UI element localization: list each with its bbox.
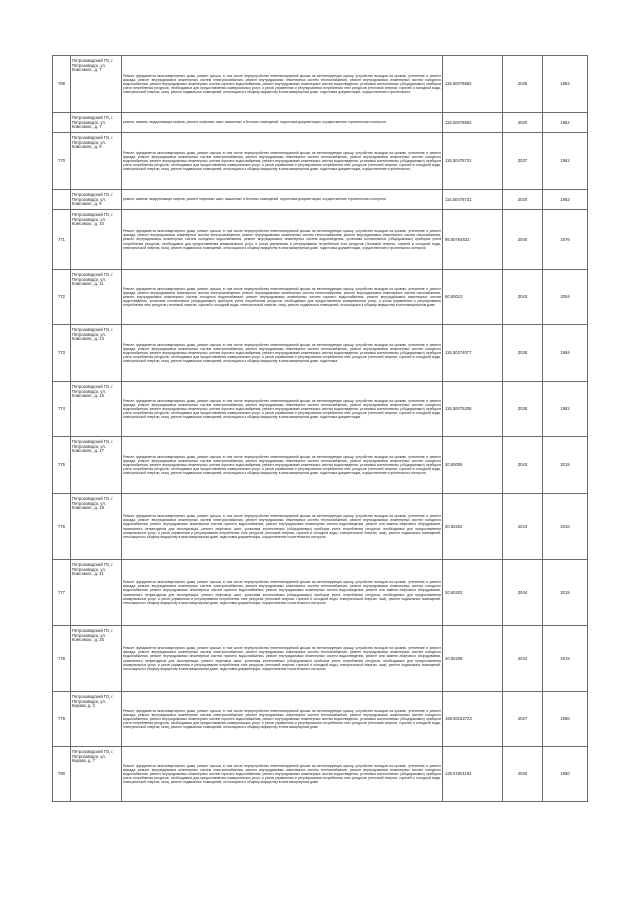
row-year-built: 2015 [543, 437, 588, 494]
row-year-built: 2016 [543, 494, 588, 560]
row-number: 775 [53, 437, 71, 494]
row-code: 135.51901182 [443, 747, 503, 802]
row-number: 772 [53, 270, 71, 325]
table-row [53, 56, 588, 113]
row-code: 115.50478731 [443, 190, 503, 210]
table-row [53, 560, 588, 626]
row-number: 770 [53, 133, 71, 190]
row-works: Ремонт фундамента многоквартирного дома, ремонт крыши, в том числе переустройство невентилируемой крыши на вентилируемую крышу, устройство выходов на кровлю, утепление и ремонт фасада, ремонт внутридомовых инженерных систем электроснабжения, ремонт внутридомовых инженерных систем теплоснабжения, ремонт внутридомовых инженерных систем холодного водоснабжения, ремонт внутридомовых инженерных систем горячего водоснабжения, ремонт внутридомовых инженерных систем водоотведения, установка коллективных (общедомовых) приборов учета потребления ресурсов, необходимых для предоставления коммунальных услуг, и узлов управления и регулирования потребления этих ресурсов (тепловой энергии, горячей и холодной воды, электрической энергии, газа), ремонт подвальных помещений, относящихся к общему имуществу в многоквартирном доме [122, 747, 443, 802]
row-number: 771 [53, 210, 71, 270]
row-address: Петрозаводский ГО, г. Петрозаводск, ул. Комсомол., д. 9 [71, 190, 122, 210]
row-number: 774 [53, 382, 71, 437]
row-code: 95.50764633 [443, 210, 503, 270]
row-address: Петрозаводский ГО, г. Петрозаводск, ул. Комсомол., д. 7 [71, 113, 122, 133]
row-number: 778 [53, 626, 71, 692]
row-works: Ремонт фундамента многоквартирного дома, ремонт крыши, в том числе переустройство невентилируемой крыши на вентилируемую крышу, устройство выходов на кровлю, утепление и ремонт фасада, ремонт внутридомовых инженерных систем электроснабжения, ремонт внутридомовых инженерных систем теплоснабжения, ремонт внутридомовых инженерных систем холодного водоснабжения, ремонт внутридомовых инженерных систем горячего водоснабжения, ремонт внутридомовых инженерных систем водоотведения, установка коллективных (общедомовых) приборов учета потребления ресурсов, необходимых для предоставления коммунальных услуг, и узлов управления и регулирования потребления этих ресурсов (тепловой энергии, горячей и холодной воды, электрической энергии, газа), ремонт подвальных помещений, относящихся к общему имуществу в многоквартирном доме, подготовка [122, 325, 443, 382]
row-works: ремонт, замена, модернизация лифтов, ремонт лифтовых шахт, машинных и блочных помещений, подготовка документации, осуществление строительного контроля [122, 190, 443, 210]
table-row [53, 382, 588, 437]
row-number: 769 [53, 56, 71, 113]
row-works: Ремонт фундамента многоквартирного дома, ремонт крыши, в том числе переустройство невентилируемой крыши на вентилируемую крышу, устройство выходов на кровлю, утепление и ремонт фасада, ремонт внутридомовых инженерных систем электроснабжения, ремонт внутридомовых инженерных систем теплоснабжения, ремонт внутридомовых инженерных систем холодного водоснабжения, ремонт внутридомовых инженерных систем горячего водоснабжения, ремонт внутридомовых инженерных систем водоотведения, установка коллективных (общедомовых) приборов учета потребления ресурсов, необходимых для предоставления коммунальных услуг, и узлов управления и регулирования потребления этих ресурсов (тепловой энергии, горячей и холодной воды, электрической энергии, газа), ремонт подвальных помещений, относящихся к общему имуществу в многоквартирном доме, подготовка документации [122, 382, 443, 437]
row-code: 115.50075208 [443, 382, 503, 437]
row-year-plan: 2020 [503, 113, 543, 133]
row-year-built: 1976 [543, 210, 588, 270]
row-address: Петрозаводский ГО, г. Петрозаводск, ул. Комсомол., д. 25 [71, 626, 122, 692]
row-year-built: 2015 [543, 560, 588, 626]
row-address: Петрозаводский ГО, г. Петрозаводск, ул. Комсомол., д. 10 [71, 210, 122, 270]
table-row [53, 692, 588, 747]
row-number [53, 113, 71, 133]
row-year-built: 1984 [543, 325, 588, 382]
row-code: 20.50202 [443, 494, 503, 560]
row-year-plan: 2040 [503, 210, 543, 270]
row-address: Петрозаводский ГО, г. Петрозаводск, ул. Комсомол., д. 7 [71, 56, 122, 113]
row-code: 115.50076662 [443, 113, 503, 133]
row-address: Петрозаводский ГО, г. Петрозаводск, ул. Комсомол., д. 15 [71, 382, 122, 437]
row-works: Ремонт фундамента многоквартирного дома, ремонт крыши, в том числе переустройство невентилируемой крыши на вентилируемую крышу, устройство выходов на кровлю, утепление и ремонт фасада, ремонт внутридомовых инженерных систем электроснабжения, ремонт внутридомовых инженерных систем теплоснабжения, ремонт внутридомовых инженерных систем холодного водоснабжения, ремонт внутридомовых инженерных систем горячего водоснабжения, ремонт внутридомовых инженерных систем водоотведения, установка коллективных (общедомовых) приборов учета потребления ресурсов, необходимых для предоставления коммунальных услуг, и узлов управления и регулирования потребления этих ресурсов (тепловой энергии, горячей и холодной воды, электрической энергии, газа), ремонт подвальных помещений, относящихся к общему имуществу в многоквартирном доме, подготовка документации, осуществление строительного [122, 133, 443, 190]
row-works: ремонт, замена, модернизация лифтов, ремонт лифтовых шахт, машинных и блочных помещений, подготовка документации, осуществление строительного контроля [122, 113, 443, 133]
table-row [53, 270, 588, 325]
row-works: Ремонт фундамента многоквартирного дома, ремонт крыши, в том числе переустройство невентилируемой крыши на вентилируемую крышу, устройство выходов на кровлю, утепление и ремонт фасада, ремонт внутридомовых инженерных систем электроснабжения, ремонт внутридомовых инженерных систем теплоснабжения, ремонт внутридомовых инженерных систем холодного водоснабжения, ремонт внутридомовых инженерных систем горячего водоснабжения, ремонт внутридомовых инженерных систем водоотведения, установка коллективных (общедомовых) приборов учета потребления ресурсов, необходимых для предоставления коммунальных услуг, и узлов управления и регулирования потребления этих ресурсов (тепловой энергии, горячей и холодной воды, электрической энергии, газа), ремонт подвальных помещений, относящихся к общему имуществу в многоквартирном доме, подготовка документации, осуществление строительного [122, 56, 443, 113]
row-address: Петрозаводский ГО, г. Петрозаводск, ул. Комсомол., д. 19 [71, 494, 122, 560]
table-row [53, 494, 588, 560]
row-address: Петрозаводский ГО, г. Петрозаводск, ул. Кирова, д. 7 [71, 747, 122, 802]
row-code: 20.50209 [443, 626, 503, 692]
table-row [53, 210, 588, 270]
row-code: 115.50076662 [443, 56, 503, 113]
table-row [53, 437, 588, 494]
row-code: 20.50203 [443, 560, 503, 626]
row-number: 777 [53, 560, 71, 626]
row-year-built: 1960 [543, 747, 588, 802]
row-address: Петрозаводский ГО, г. Петрозаводск, ул. Комсомол., д. 11 [71, 270, 122, 325]
row-year-built: 1956 [543, 692, 588, 747]
row-address: Петрозаводский ГО, г. Петрозаводск, ул. Комсомол., д. 9 [71, 133, 122, 190]
row-works: Ремонт фундамента многоквартирного дома, ремонт крыши, в том числе переустройство невентилируемой крыши на вентилируемую крышу, устройство выходов на кровлю, утепление и ремонт фасада, ремонт внутридомовых инженерных систем электроснабжения, ремонт внутридомовых инженерных систем теплоснабжения, ремонт внутридомовых инженерных систем холодного водоснабжения, ремонт внутридомовых инженерных систем горячего водоснабжения, ремонт внутридомовых инженерных систем водоотведения, ремонт или замена лифтового оборудования, признанного непригодным для эксплуатации, ремонт лифтовых шахт, установка коллективных (общедомовых) приборов учета потребления ресурсов, необходимых для предоставления коммунальных услуг, и узлов управления и регулирования потребления этих ресурсов (тепловой энергии, горячей и холодной воды, электрической энергии, газа), ремонт подвальных помещений, относящихся к общему имуществу в многоквартирном доме, подготовка документации, осуществление строительного контроля [122, 626, 443, 692]
table-row [53, 190, 588, 210]
row-number: 779 [53, 692, 71, 747]
row-works: Ремонт фундамента многоквартирного дома, ремонт крыши, в том числе переустройство невентилируемой крыши на вентилируемую крышу, устройство выходов на кровлю, утепление и ремонт фасада, ремонт внутридомовых инженерных систем электроснабжения, ремонт внутридомовых инженерных систем теплоснабжения, ремонт внутридомовых инженерных систем газоснабжения, ремонт внутридомовых инженерных систем холодного водоснабжения, ремонт внутридомовых инженерных систем водоотведения, установка коллективных (общедомовых) приборов учета потребления ресурсов, необходимых для предоставления коммунальных услуг, и узлов управления и регулирования потребления этих ресурсов (тепловой энергии, горячей и холодной воды, электрической энергии, газа), ремонт подвальных помещений, относящихся к общему имуществу в многоквартирном доме, подготовка документации, осуществление строительного контроля [122, 210, 443, 270]
row-address: Петрозаводский ГО, г. Петрозаводск, ул. Комсомол., д. 17 [71, 437, 122, 494]
row-year-plan: 2032 [503, 747, 543, 802]
row-works: Ремонт фундамента многоквартирного дома, ремонт крыши, в том числе переустройство невентилируемой крыши на вентилируемую крышу, устройство выходов на кровлю, утепление и ремонт фасада, ремонт внутридомовых инженерных систем электроснабжения, ремонт внутридомовых инженерных систем теплоснабжения, ремонт внутридомовых инженерных систем холодного водоснабжения, ремонт внутридомовых инженерных систем горячего водоснабжения, ремонт внутридомовых инженерных систем водоотведения, установка коллективных (общедомовых) приборов учета потребления ресурсов, необходимых для предоставления коммунальных услуг, и узлов управления и регулирования потребления этих ресурсов (тепловой энергии, горячей и холодной воды, электрической энергии, газа), ремонт подвальных помещений, относящихся к общему имуществу в многоквартирном доме, подготовка документации, осуществление строительного контроля [122, 437, 443, 494]
row-number: 773 [53, 325, 71, 382]
row-code: 20.50006 [443, 437, 503, 494]
row-address: Петрозаводский ГО, г. Петрозаводск, ул. Кирова, д. 3 [71, 692, 122, 747]
row-year-plan: 2044 [503, 494, 543, 560]
row-number: 780 [53, 747, 71, 802]
table-row [53, 113, 588, 133]
row-works: Ремонт фундамента многоквартирного дома, ремонт крыши, в том числе переустройство невентилируемой крыши на вентилируемую крышу, устройство выходов на кровлю, утепление и ремонт фасада, ремонт внутридомовых инженерных систем электроснабжения, ремонт внутридомовых инженерных систем теплоснабжения, ремонт внутридомовых инженерных систем холодного водоснабжения, ремонт внутридомовых инженерных систем горячего водоснабжения, ремонт внутридомовых инженерных систем водоотведения, ремонт или замена лифтового оборудования, признанного непригодным для эксплуатации, ремонт лифтовых шахт, установка коллективных (общедомовых) приборов учета потребления ресурсов, необходимых для предоставления коммунальных услуг, и узлов управления и регулирования потребления этих ресурсов (тепловой энергии, горячей и холодной воды, электрической энергии, газа), ремонт подвальных помещений, относящихся к общему имуществу в многоквартирном доме, подготовка документации, осуществление строительного контроля [122, 560, 443, 626]
row-works: Ремонт фундамента многоквартирного дома, ремонт крыши, в том числе переустройство невентилируемой крыши на вентилируемую крышу, устройство выходов на кровлю, утепление и ремонт фасада, ремонт внутридомовых инженерных систем электроснабжения, ремонт внутридомовых инженерных систем теплоснабжения, ремонт внутридомовых инженерных систем холодного водоснабжения, ремонт внутридомовых инженерных систем горячего водоснабжения, ремонт внутридомовых инженерных систем водоотведения, ремонт или замена лифтового оборудования, признанного непригодным для эксплуатации, ремонт лифтовых шахт, установка коллективных (общедомовых) приборов учета потребления ресурсов, необходимых для предоставления коммунальных услуг, и узлов управления и регулирования потребления этих ресурсов (тепловой энергии, горячей и холодной воды, электрической энергии, газа), ремонт подвальных помещений, относящихся к общему имуществу в многоквартирном доме, подготовка документации, осуществление строительного контроля [122, 494, 443, 560]
row-year-built: 1962 [543, 133, 588, 190]
row-year-built: 2015 [543, 626, 588, 692]
table-row [53, 626, 588, 692]
row-address: Петрозаводский ГО, г. Петрозаводск, ул. Комсомол., д. 13 [71, 325, 122, 382]
row-year-plan: 2027 [503, 692, 543, 747]
row-year-plan: 2044 [503, 626, 543, 692]
row-number [53, 190, 71, 210]
row-year-plan: 2038 [503, 382, 543, 437]
row-number: 776 [53, 494, 71, 560]
row-year-built: 1982 [543, 382, 588, 437]
row-year-plan: 2036 [503, 56, 543, 113]
row-works: Ремонт фундамента многоквартирного дома, ремонт крыши, в том числе переустройство невентилируемой крыши на вентилируемую крышу, устройство выходов на кровлю, утепление и ремонт фасада, ремонт внутридомовых инженерных систем электроснабжения, ремонт внутридомовых инженерных систем теплоснабжения, ремонт внутридомовых инженерных систем газоснабжения, ремонт внутридомовых инженерных систем холодного водоснабжения, ремонт внутридомовых инженерных систем горячего водоснабжения, ремонт внутридомовых инженерных систем водоотведения, установка коллективных (общедомовых) приборов учета потребления ресурсов, необходимых для предоставления коммунальных услуг, и узлов управления и регулирования потребления этих ресурсов (тепловой энергии, горячей и холодной воды, электрической энергии, газа), ремонт подвальных помещений, относящихся к общему имуществу в многоквартирном доме [122, 270, 443, 325]
row-year-plan: 2044 [503, 560, 543, 626]
row-year-built: 1962 [543, 190, 588, 210]
row-code: 115.50374077 [443, 325, 503, 382]
table-row [53, 747, 588, 802]
row-code: 60.50012 [443, 270, 503, 325]
row-year-built: 1962 [543, 113, 588, 133]
row-code: 115.50478731 [443, 133, 503, 190]
table-body [53, 56, 588, 802]
capital-repair-table [52, 55, 588, 802]
row-year-plan: 2037 [503, 133, 543, 190]
row-year-plan: 2043 [503, 270, 543, 325]
table-row [53, 325, 588, 382]
row-year-plan: 2038 [503, 325, 543, 382]
row-works: Ремонт фундамента многоквартирного дома, ремонт крыши, в том числе переустройство невентилируемой крыши на вентилируемую крышу, устройство выходов на кровлю, утепление и ремонт фасада, ремонт внутридомовых инженерных систем электроснабжения, ремонт внутридомовых инженерных систем теплоснабжения, ремонт внутридомовых инженерных систем холодного водоснабжения, ремонт внутридомовых инженерных систем горячего водоснабжения, ремонт внутридомовых инженерных систем водоотведения, установка коллективных (общедомовых) приборов учета потребления ресурсов, необходимых для предоставления коммунальных услуг, и узлов управления и регулирования потребления этих ресурсов (тепловой энергии, горячей и холодной воды, электрической энергии, газа), ремонт подвальных помещений, относящихся к общему имуществу в многоквартирном доме [122, 692, 443, 747]
row-year-built: 2004 [543, 270, 588, 325]
table-row [53, 133, 588, 190]
row-year-plan: 2020 [503, 190, 543, 210]
row-year-built: 1962 [543, 56, 588, 113]
row-address: Петрозаводский ГО, г. Петрозаводск, ул. Комсомол., д. 21 [71, 560, 122, 626]
row-year-plan: 2043 [503, 437, 543, 494]
row-code: 155.50162723 [443, 692, 503, 747]
